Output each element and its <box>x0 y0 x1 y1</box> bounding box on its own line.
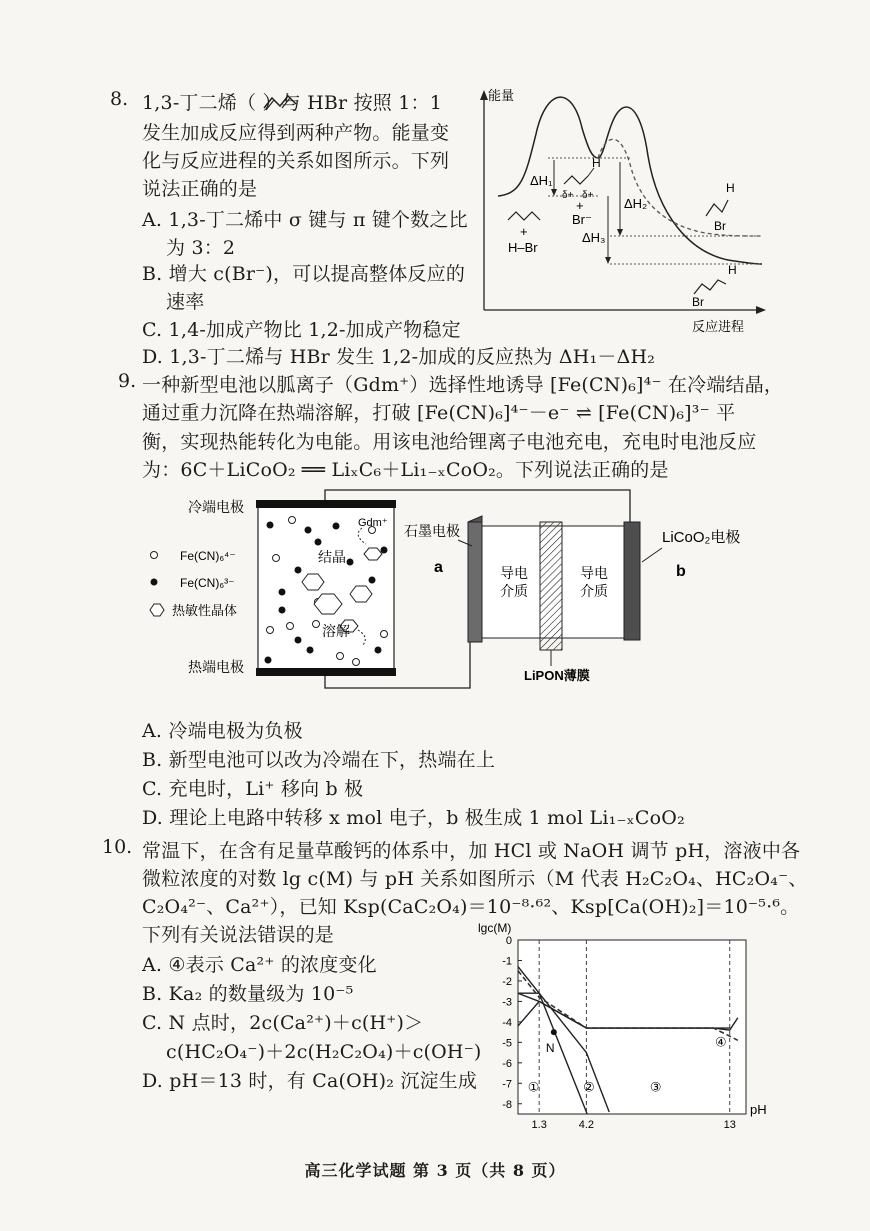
energy-diagram <box>470 84 770 339</box>
medium-1-line1: 导电 <box>500 565 528 581</box>
cold-electrode-label: 冷端电极 <box>188 499 244 515</box>
y-tick-label: -7 <box>502 1078 512 1091</box>
delta-plus-2: δ+ <box>582 190 594 201</box>
y-axis-arrow-icon <box>480 90 488 100</box>
question-10-option-b: B. Ka₂ 的数量级为 10⁻⁵ <box>142 983 354 1005</box>
lipon-label: LiPON薄膜 <box>524 668 590 683</box>
question-10-number: 10. <box>102 836 133 858</box>
licoo2-pointer <box>642 548 662 562</box>
hot-electrode-label: 热端电极 <box>188 659 244 675</box>
question-10-option-d: D. pH＝13 时，有 Ca(OH)₂ 沉淀生成 <box>142 1070 478 1092</box>
arrow-head-icon <box>605 257 611 264</box>
medium-2-line1: 导电 <box>580 565 608 581</box>
question-8-option-a-cont: 为 3：2 <box>166 237 236 259</box>
chart-xlabel: pH <box>750 1102 767 1117</box>
dh1-label: ΔH₁ <box>530 173 553 188</box>
question-9-stem-line: 衡，实现热能转化为电能。用该电池给锂离子电池充电，充电时电池反应 <box>142 431 757 453</box>
product12-h: H <box>726 181 735 195</box>
x-tick-label: 13 <box>723 1119 736 1131</box>
graphite-label: 石墨电极 <box>404 523 460 539</box>
dh2-label: ΔH₂ <box>624 196 648 211</box>
medium-1-line2: 介质 <box>500 583 528 599</box>
question-9-stem-line: 一种新型电池以胍离子（Gdm⁺）选择性地诱导 [Fe(CN)₆]⁴⁻ 在冷端结晶， <box>142 374 784 396</box>
butadiene-structure-icon <box>262 92 302 112</box>
series-label-3: ③ <box>649 1079 662 1095</box>
question-8-option-b: B. 增大 c(Br⁻)，可以提高整体反应的 <box>142 263 466 285</box>
cold-electrode-plate <box>256 500 396 508</box>
question-8-stem-line: 化与反应进程的关系如图所示。下列 <box>142 150 450 172</box>
medium-2-line2: 介质 <box>580 583 608 599</box>
y-tick-label: -2 <box>502 975 512 988</box>
arrow-head-icon <box>551 189 557 196</box>
page-footer: 高三化学试题 第 3 页（共 8 页） <box>304 1161 566 1180</box>
point-n-label: N <box>545 1041 555 1056</box>
graphite-electrode-face <box>468 522 482 642</box>
electrode-a-label: a <box>434 559 443 576</box>
x-axis-arrow-icon <box>756 306 766 314</box>
reaction-path-dashed <box>598 139 762 236</box>
lgc-ph-chart <box>478 918 778 1140</box>
intermediate-h: H <box>592 156 601 170</box>
y-tick-label: -5 <box>502 1037 512 1050</box>
question-8-stem-line: 发生加成反应得到两种产物。能量变 <box>142 122 450 144</box>
electrode-b-label: b <box>676 563 686 580</box>
y-tick-label: -3 <box>502 996 512 1009</box>
legend-filled-dot-icon <box>151 579 158 586</box>
question-8-option-a: A. 1,3-丁二烯中 σ 键与 π 键个数之比 <box>142 209 468 231</box>
legend-label-1: Fe(CN)₆⁴⁻ <box>180 549 236 563</box>
butadiene-molecule-icon <box>508 212 540 220</box>
question-10-stem-line: 常温下，在含有足量草酸钙的体系中，加 HCl 或 NaOH 调节 pH，溶液中各 <box>142 840 801 862</box>
question-10-option-c-cont: c(HC₂O₄⁻)＋2c(H₂C₂O₄)＋c(OH⁻) <box>166 1041 482 1063</box>
question-8-option-c: C. 1,4-加成产物比 1,2-加成产物稳定 <box>142 319 461 341</box>
dh3-label: ΔH₃ <box>582 230 606 245</box>
arrow-head-icon <box>617 229 623 236</box>
question-9-stem-line: 通过重力沉降在热端溶解，打破 [Fe(CN)₆]⁴⁻－e⁻ ⇌ [Fe(CN)₆]³⁻ 平 <box>142 402 736 424</box>
gdm-label: Gdm⁺ <box>358 517 388 529</box>
question-10-option-c: C. N 点时，2c(Ca²⁺)＋c(H⁺)＞ <box>142 1012 424 1034</box>
dissolve-label: 溶解 <box>322 623 350 639</box>
product14-h: H <box>728 263 737 277</box>
question-9-option-c: C. 充电时，Li⁺ 移向 b 极 <box>142 778 364 800</box>
reactant-plus: + <box>520 224 528 239</box>
x-tick-label: 4.2 <box>578 1119 595 1131</box>
y-tick-label: -6 <box>502 1057 512 1070</box>
licoo2-label: LiCoO₂电极 <box>662 529 741 546</box>
product12-br: Br <box>714 219 726 233</box>
question-8-number: 8. <box>110 88 129 110</box>
legend-label-2: Fe(CN)₆³⁻ <box>180 576 235 590</box>
point-n-marker <box>551 1029 557 1035</box>
hot-electrode-plate <box>256 668 396 676</box>
x-tick-label: 1.3 <box>531 1119 547 1131</box>
series-label-4: ④ <box>715 1034 727 1050</box>
lipon-membrane <box>540 522 562 650</box>
y-tick-label: -1 <box>502 955 512 968</box>
chart-ylabel: lgc(M) <box>478 921 512 935</box>
legend-label-3: 热敏性晶体 <box>172 603 238 618</box>
energy-ylabel: 能量 <box>488 88 515 103</box>
legend-open-dot-icon <box>151 552 158 559</box>
y-tick-label: -4 <box>502 1016 512 1029</box>
crystallize-label: 结晶 <box>318 549 346 565</box>
question-8-option-d: D. 1,3-丁二烯与 HBr 发生 1,2-加成的反应热为 ΔH₁－ΔH₂ <box>142 346 656 368</box>
reactant-hbr: H–Br <box>508 240 538 255</box>
question-9-stem-line: 为：6C＋LiCoO₂ ══ LiₓC₆＋Li₁₋ₓCoO₂。下列说法正确的是 <box>142 459 669 481</box>
y-tick-label: 0 <box>505 935 512 947</box>
question-9-option-b: B. 新型电池可以改为冷端在下，热端在上 <box>142 749 496 771</box>
question-9-option-a: A. 冷端电极为负极 <box>142 720 303 742</box>
intermediate-br: Br⁻ <box>572 212 592 227</box>
question-10-stem-line: C₂O₄²⁻、Ca²⁺），已知 Ksp(CaC₂O₄)＝10⁻⁸·⁶²、Ksp[Ca(OH)₂]＝10⁻⁵·⁶。 <box>142 896 800 918</box>
question-9-option-d: D. 理论上电路中转移 x mol 电子，b 极生成 1 mol Li₁₋ₓCoO₂ <box>142 807 685 829</box>
delta-plus-1: δ+ <box>562 190 574 201</box>
licoo2-electrode <box>624 522 640 640</box>
question-8-stem-line: 说法正确的是 <box>142 178 258 200</box>
question-8-stem-line: 1,3-丁二烯（ ）与 HBr 按照 1：1 <box>142 92 442 114</box>
intermediate-plus: + <box>576 198 584 213</box>
series-label-2: ② <box>583 1079 595 1095</box>
question-8-option-b-cont: 速率 <box>166 291 205 313</box>
question-9-number: 9. <box>118 370 137 392</box>
energy-xlabel: 反应进程 <box>692 319 745 334</box>
question-10-stem-line: 微粒浓度的对数 lg c(M) 与 pH 关系如图所示（M 代表 H₂C₂O₄、HC₂O₄⁻、 <box>142 868 808 890</box>
legend-hexagon-icon <box>150 604 164 616</box>
carbocation-molecule-icon <box>564 176 588 184</box>
battery-diagram <box>140 490 800 700</box>
product-12-molecule-icon <box>706 200 728 216</box>
question-10-stem-line: 下列有关说法错误的是 <box>142 924 335 946</box>
product14-br: Br <box>692 295 704 309</box>
series-label-1: ① <box>527 1079 540 1095</box>
y-tick-label: -8 <box>502 1098 512 1111</box>
product-14-molecule-icon <box>694 280 726 294</box>
question-10-option-a: A. ④表示 Ca²⁺ 的浓度变化 <box>142 954 377 976</box>
